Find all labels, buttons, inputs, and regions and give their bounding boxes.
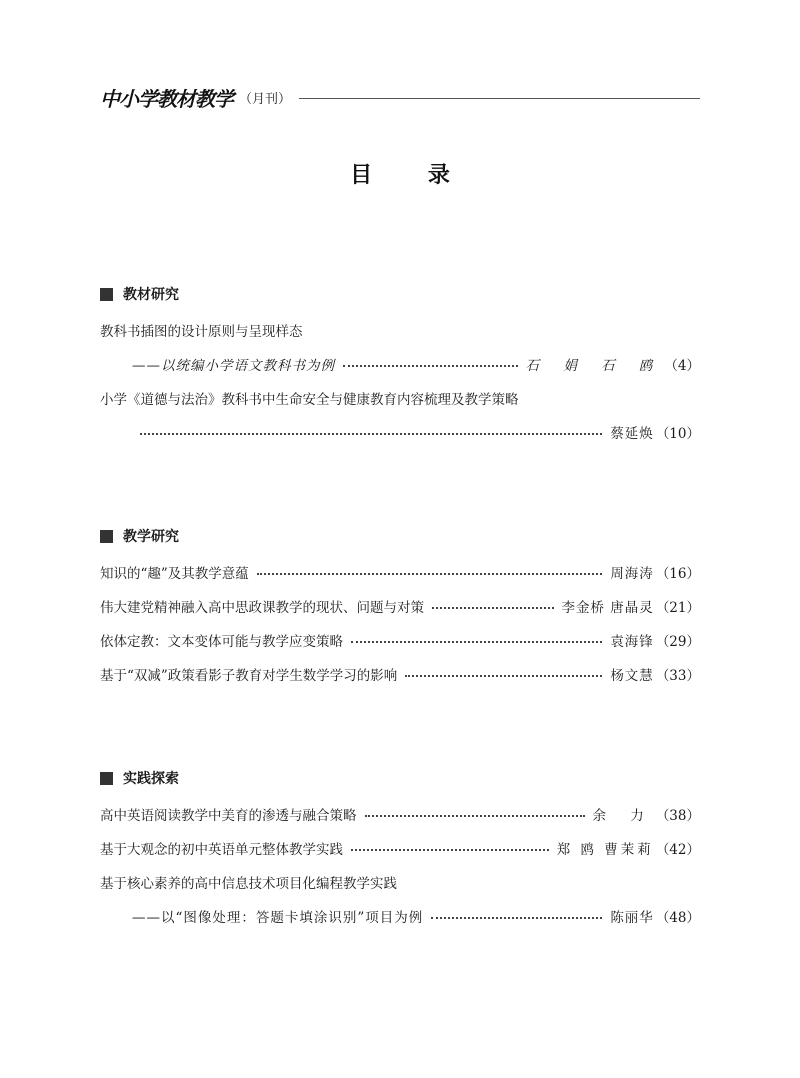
header-rule [299, 98, 700, 99]
toc-entry-page: （4） [664, 358, 700, 374]
toc-entry-title: 小学《道德与法治》教科书中生命安全与健康教育内容梳理及教学策略 [100, 392, 519, 408]
toc-entry-author: 周海涛 [610, 566, 654, 582]
toc-entry[interactable] [132, 905, 700, 927]
toc-entry-author: 李金桥 唐晶灵 [561, 600, 654, 616]
toc-entry-author: 袁海锋 [610, 634, 654, 650]
section-label: 教学研究 [123, 529, 179, 545]
dot-leader [432, 607, 554, 609]
section-label: 教材研究 [123, 287, 179, 303]
toc-entry-author: 石 娟 石 鸥 [525, 358, 663, 374]
section-heading-jiaocai [100, 284, 179, 304]
toc-entry[interactable] [100, 387, 700, 409]
section-square-icon [100, 772, 113, 785]
toc-entry[interactable] [140, 421, 700, 443]
toc-entry-subtitle: ——以统编小学语文教科书为例 [132, 358, 335, 374]
toc-entry-author: 郑 鸥 曹茉莉 [556, 842, 654, 858]
toc-entry[interactable] [100, 871, 700, 893]
section-square-icon [100, 530, 113, 543]
toc-entry-page: （38） [655, 808, 700, 824]
toc-entry-title: 教科书插图的设计原则与呈现样态 [100, 324, 303, 340]
masthead [100, 84, 700, 110]
toc-entry-subtitle: ——以“图像处理：答题卡填涂识别”项目为例 [132, 910, 424, 926]
toc-entry[interactable] [100, 663, 700, 685]
toc-entry-author: 陈丽华 [610, 910, 654, 926]
toc-entry-page: （48） [655, 910, 700, 926]
dot-leader [365, 815, 585, 817]
toc-entry-title: 伟大建党精神融入高中思政课教学的现状、问题与对策 [100, 600, 424, 616]
dot-leader [405, 675, 602, 677]
journal-logo: 中小学教材教学 [100, 86, 233, 111]
dot-leader [431, 917, 602, 919]
toc-entry-title: 基于核心素养的高中信息技术项目化编程教学实践 [100, 876, 397, 892]
dot-leader [351, 849, 549, 851]
page-title: 目 录 [350, 163, 474, 188]
toc-entry-title: 基于“双减”政策看影子教育对学生数学学习的影响 [100, 668, 398, 684]
toc-entry-author: 蔡延焕 [610, 426, 654, 442]
toc-entry-author: 杨文慧 [610, 668, 654, 684]
toc-entry[interactable] [100, 561, 700, 583]
toc-entry-page: （33） [655, 668, 700, 684]
section-heading-shijian [100, 768, 179, 788]
toc-entry[interactable] [100, 837, 700, 859]
journal-frequency: （月刊） [239, 91, 292, 107]
toc-entry[interactable] [100, 319, 700, 341]
toc-entry-page: （42） [655, 842, 700, 858]
section-heading-jiaoxue [100, 526, 179, 546]
toc-entry[interactable] [132, 353, 700, 375]
toc-entry[interactable] [100, 595, 700, 617]
toc-entry-title: 知识的“趣”及其教学意蕴 [100, 566, 249, 582]
section-label: 实践探索 [123, 771, 179, 787]
toc-entry-title: 高中英语阅读教学中美育的渗透与融合策略 [100, 808, 357, 824]
dot-leader [343, 365, 518, 367]
toc-entry-page: （16） [655, 566, 700, 582]
dot-leader [351, 641, 602, 643]
toc-entry-title: 基于大观念的初中英语单元整体教学实践 [100, 842, 343, 858]
toc-entry[interactable] [100, 803, 700, 825]
section-square-icon [100, 288, 113, 301]
dot-leader [140, 433, 602, 435]
dot-leader [257, 573, 603, 575]
toc-entry-title: 依体定教：文本变体可能与教学应变策略 [100, 634, 343, 650]
toc-entry-page: （10） [655, 426, 700, 442]
toc-entry-author: 余 力 [592, 808, 654, 824]
toc-entry-page: （21） [655, 600, 700, 616]
toc-entry-page: （29） [655, 634, 700, 650]
toc-entry[interactable] [100, 629, 700, 651]
